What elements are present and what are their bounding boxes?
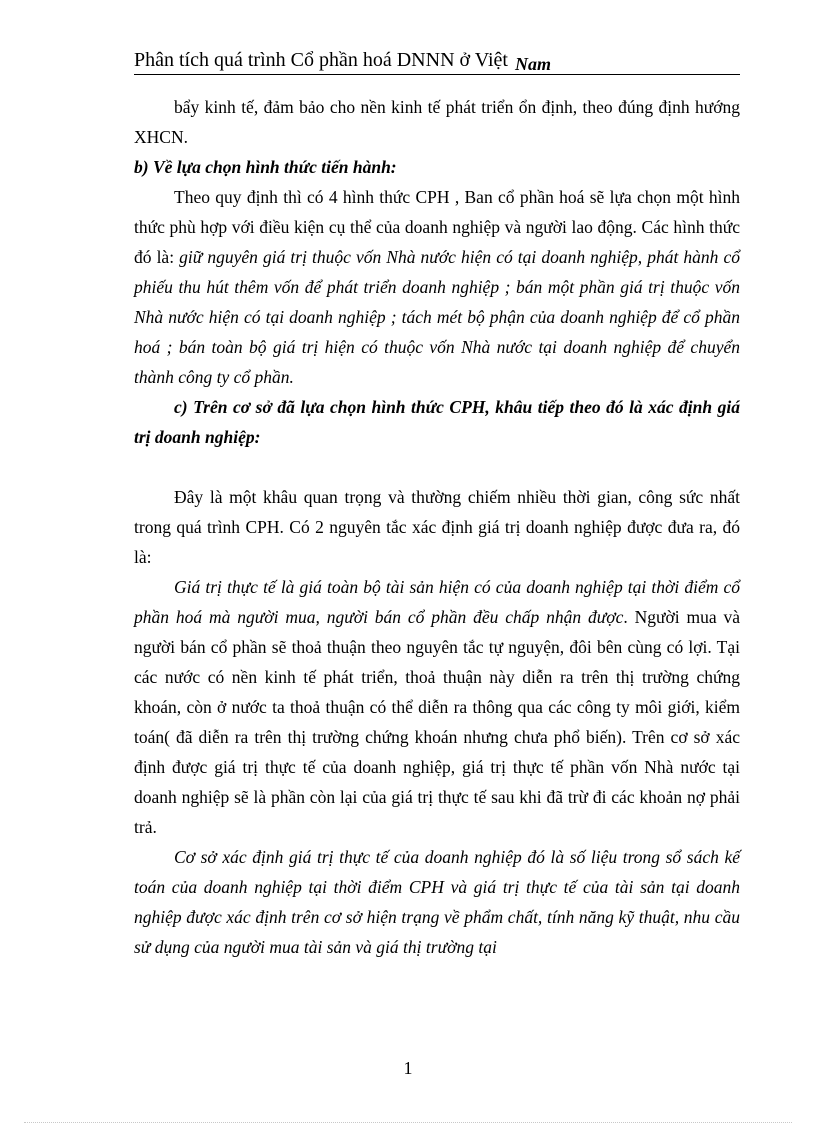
- paragraph-continuation: bẩy kinh tế, đảm bảo cho nền kinh tế phát triển ổn định, theo đúng định hướng XHCN.: [134, 97, 740, 147]
- section-heading-b: b) Về lựa chọn hình thức tiến hành:: [134, 157, 397, 177]
- spacer: [134, 452, 740, 482]
- header-title-script: Nam: [514, 54, 551, 74]
- paragraph-real-value: [134, 572, 740, 842]
- paragraph-basis: Cơ sở xác định giá trị thực tế của doanh nghiệp đó là số liệu trong sổ sách kế toán của doanh nghiệp tại thời điểm CPH và giá trị thực tế của tài sản tại doanh nghiệp được xác định trên cơ sở hiện trạng về phẩm chất, tính năng kỹ thuật, nhu cầu sử dụng của người mua tài sản và giá thị trường tại: [134, 847, 740, 957]
- paragraph-forms-list: giữ nguyên giá trị thuộc vốn Nhà nước hiện có tại doanh nghiệp, phát hành cổ phiếu thu hút thêm vốn để phát triển doanh nghiệp ; bán một phần giá trị thuộc vốn Nhà nước hiện có tại doanh nghiệp ; tách mét bộ phận của doanh nghiệp để cổ phần hoá ; bán toàn bộ giá trị hiện có thuộc vốn Nhà nước tại doanh nghiệp để chuyển thành công ty cổ phần.: [134, 247, 740, 387]
- page-number: 1: [403, 1058, 413, 1078]
- document-body: [134, 92, 740, 962]
- paragraph-forms: [134, 182, 740, 392]
- page-header: [134, 46, 740, 75]
- paragraph-real-value-definition: Giá trị thực tế là giá toàn bộ tài sản hiện có của doanh nghiệp tại thời điểm cổ phần hoá mà người mua, người bán cổ phần đều chấp nhận được: [134, 577, 740, 627]
- paragraph-forms-intro: Theo quy định thì có 4 hình thức CPH , Ban cổ phần hoá sẽ lựa chọn một hình thức phù hợp với điều kiện cụ thể của doanh nghiệp và người lao động. Các hình thức đó là:: [134, 187, 740, 267]
- paragraph-real-value-detail: . Người mua và người bán cổ phần sẽ thoả thuận theo nguyên tắc tự nguyện, đôi bên cùng có lợi. Tại các nước có nền kinh tế phát triển, thoả thuận này diễn ra trên thị trường chứng khoán, còn ở nước ta thoả thuận có thể diễn ra thông qua các công ty môi giới, kiểm toán( đã diễn ra trên thị trường chứng khoán nhưng chưa phổ biến). Trên cơ sở xác định được giá trị thực tế của doanh nghiệp, giá trị thực tế phần vốn Nhà nước tại doanh nghiệp sẽ là phần còn lại của giá trị thực tế sau khi đã trừ đi các khoản nợ phải trả.: [134, 607, 740, 837]
- section-heading-c: c) Trên cơ sở đã lựa chọn hình thức CPH, khâu tiếp theo đó là xác định giá trị doanh nghiệp:: [134, 397, 740, 447]
- paragraph-valuation: Đây là một khâu quan trọng và thường chiếm nhiều thời gian, công sức nhất trong quá trình CPH. Có 2 nguyên tắc xác định giá trị doanh nghiệp được đưa ra, đó là:: [134, 487, 740, 567]
- header-title: Phân tích quá trình Cổ phần hoá DNNN ở Việt: [134, 49, 508, 71]
